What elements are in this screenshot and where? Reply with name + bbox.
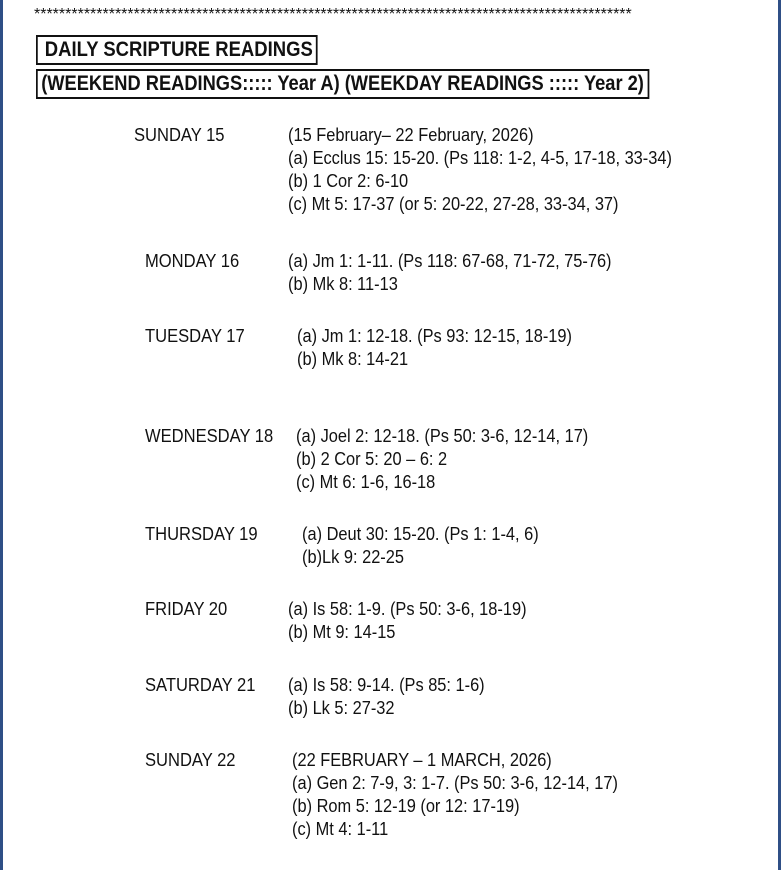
reading-lines [297, 325, 572, 371]
reading-line: (b) Mt 9: 14-15 [288, 622, 396, 642]
day-label: TUESDAY 17 [145, 326, 245, 346]
reading-line: (c) Mt 4: 1-11 [292, 819, 389, 839]
reading-line: (b)Lk 9: 22-25 [302, 547, 404, 567]
reading-lines [288, 124, 672, 216]
day-label: WEDNESDAY 18 [145, 426, 274, 446]
reading-line: (b) 2 Cor 5: 20 – 6: 2 [296, 449, 448, 469]
reading-line: (b) 1 Cor 2: 6-10 [288, 171, 409, 191]
reading-line: (b) Mk 8: 14-21 [297, 349, 409, 369]
reading-lines [292, 749, 618, 841]
reading-line: (c) Mt 5: 17-37 (or 5: 20-22, 27-28, 33-34, 37) [288, 194, 619, 214]
page-title: DAILY SCRIPTURE READINGS [36, 35, 317, 65]
day-label: MONDAY 16 [145, 251, 240, 271]
reading-line: (15 February– 22 February, 2026) [288, 125, 534, 145]
reading-line: (a) Is 58: 9-14. (Ps 85: 1-6) [288, 675, 485, 695]
reading-line: (a) Is 58: 1-9. (Ps 50: 3-6, 18-19) [288, 599, 527, 619]
reading-line: (a) Ecclus 15: 15-20. (Ps 118: 1-2, 4-5, 17-18, 33-34) [288, 148, 672, 168]
reading-line: (c) Mt 6: 1-6, 16-18 [296, 472, 436, 492]
reading-lines [288, 674, 485, 720]
day-label: THURSDAY 19 [145, 524, 258, 544]
reading-line: (b) Rom 5: 12-19 (or 12: 17-19) [292, 796, 520, 816]
reading-lines [288, 250, 612, 296]
reading-line: (a) Jm 1: 1-11. (Ps 118: 67-68, 71-72, 75-76) [288, 251, 612, 271]
day-label: SUNDAY 15 [134, 125, 225, 145]
reading-line: (a) Jm 1: 12-18. (Ps 93: 12-15, 18-19) [297, 326, 572, 346]
reading-lines [296, 425, 588, 494]
reading-line: (b) Lk 5: 27-32 [288, 698, 395, 718]
day-label: SATURDAY 21 [145, 675, 256, 695]
page-subtitle: (WEEKEND READINGS::::: Year A) (WEEKDAY READINGS ::::: Year 2) [36, 69, 649, 99]
asterisk-divider: ************************************************************************************************ [34, 6, 632, 23]
reading-line: (a) Joel 2: 12-18. (Ps 50: 3-6, 12-14, 17) [296, 426, 589, 446]
reading-lines [288, 598, 527, 644]
day-label: FRIDAY 20 [145, 599, 228, 619]
reading-line: (a) Deut 30: 15-20. (Ps 1: 1-4, 6) [302, 524, 539, 544]
reading-line: (b) Mk 8: 11-13 [288, 274, 398, 294]
reading-lines [302, 523, 539, 569]
reading-line: (a) Gen 2: 7-9, 3: 1-7. (Ps 50: 3-6, 12-14, 17) [292, 773, 618, 793]
day-label: SUNDAY 22 [145, 750, 236, 770]
reading-line: (22 FEBRUARY – 1 MARCH, 2026) [292, 750, 552, 770]
